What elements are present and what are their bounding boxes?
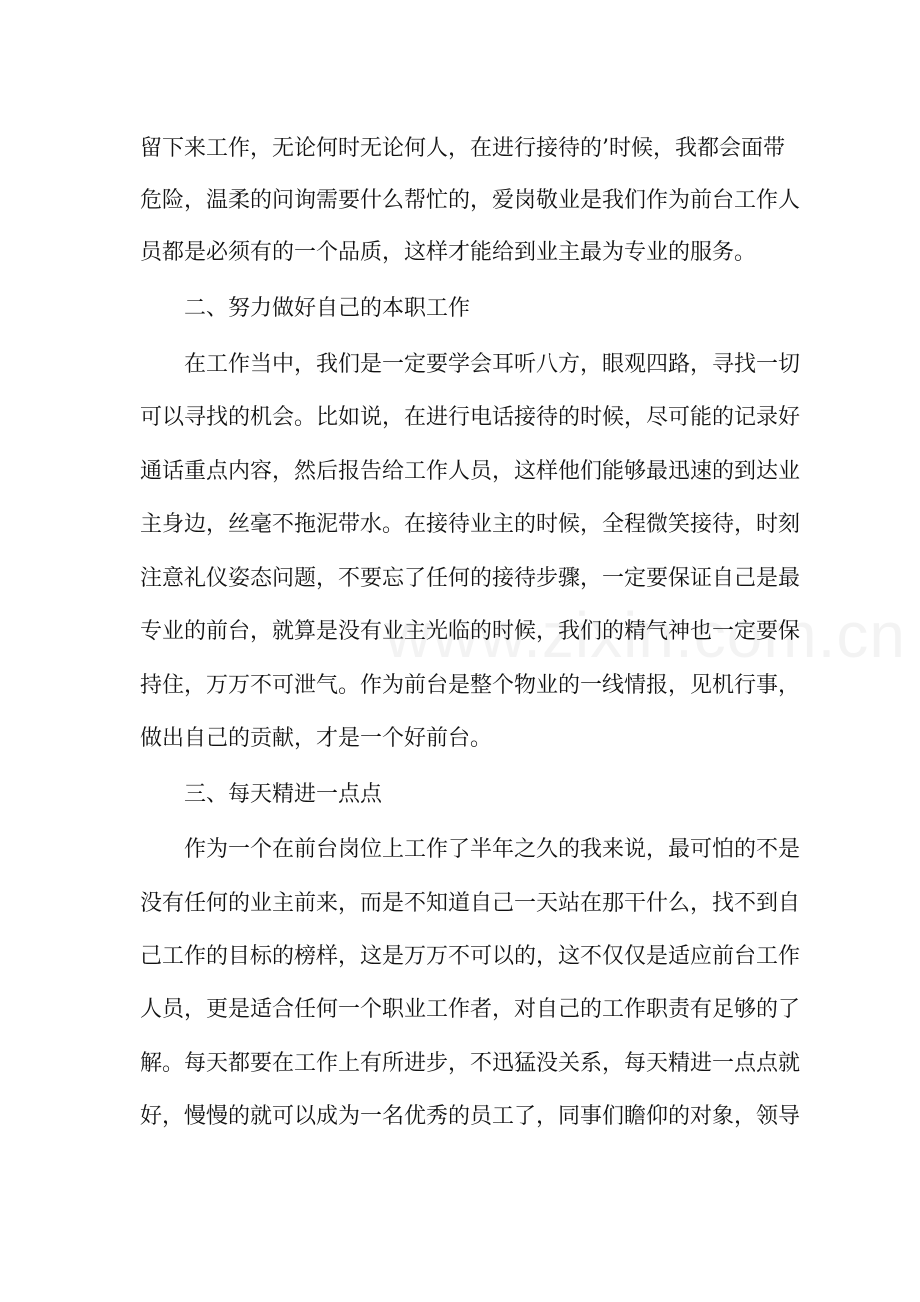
- body-line: 持住，万万不可泄气。作为前台是整个物业的一线情报，见机行事，: [140, 673, 801, 698]
- body-line: 没有任何的业主前来，而是不知道自己一天站在那干什么，找不到自: [140, 891, 801, 916]
- body-line: 好，慢慢的就可以成为一名优秀的员工了，同事们瞻仰的对象，领导: [140, 1104, 801, 1129]
- body-line: 通话重点内容，然后报告给工作人员，这样他们能够最迅速的到达业: [140, 459, 801, 484]
- body-line: 员都是必须有的一个品质，这样才能给到业主最为专业的服务。: [140, 240, 757, 265]
- body-line: 留下来工作，无论何时无论何人，在进行接待的’时候，我都会面带: [140, 136, 785, 161]
- body-line: 危险，温柔的问询需要什么帮忙的，爱岗敬业是我们作为前台工作人: [140, 188, 801, 213]
- body-line: 专业的前台，就算是没有业主光临的时候，我们的精气神也一定要保: [140, 619, 801, 644]
- body-line: 人员，更是适合任何一个职业工作者，对自己的工作职责有足够的了: [140, 997, 801, 1022]
- body-line: 在工作当中，我们是一定要学会耳听八方，眼观四路，寻找一切: [184, 352, 801, 377]
- body-line: 可以寻找的机会。比如说，在进行电话接待的时候，尽可能的记录好: [140, 405, 801, 430]
- body-line: 作为一个在前台岗位上工作了半年之久的我来说，最可怕的不是: [184, 837, 801, 862]
- body-line: 主身边，丝毫不拖泥带水。在接待业主的时候，全程微笑接待，时刻: [140, 512, 801, 537]
- body-line: 注意礼仪姿态问题，不要忘了任何的接待步骤，一定要保证自己是最: [140, 566, 801, 591]
- section-heading: 二、努力做好自己的本职工作: [184, 296, 471, 321]
- body-line: 做出自己的贡献，才是一个好前台。: [140, 726, 493, 751]
- body-line: 解。每天都要在工作上有所进步，不迅猛没关系，每天精进一点点就: [140, 1051, 801, 1076]
- body-line: 己工作的目标的榜样，这是万万不可以的，这不仅仅是适应前台工作: [140, 944, 801, 969]
- section-heading: 三、每天精进一点点: [184, 782, 383, 807]
